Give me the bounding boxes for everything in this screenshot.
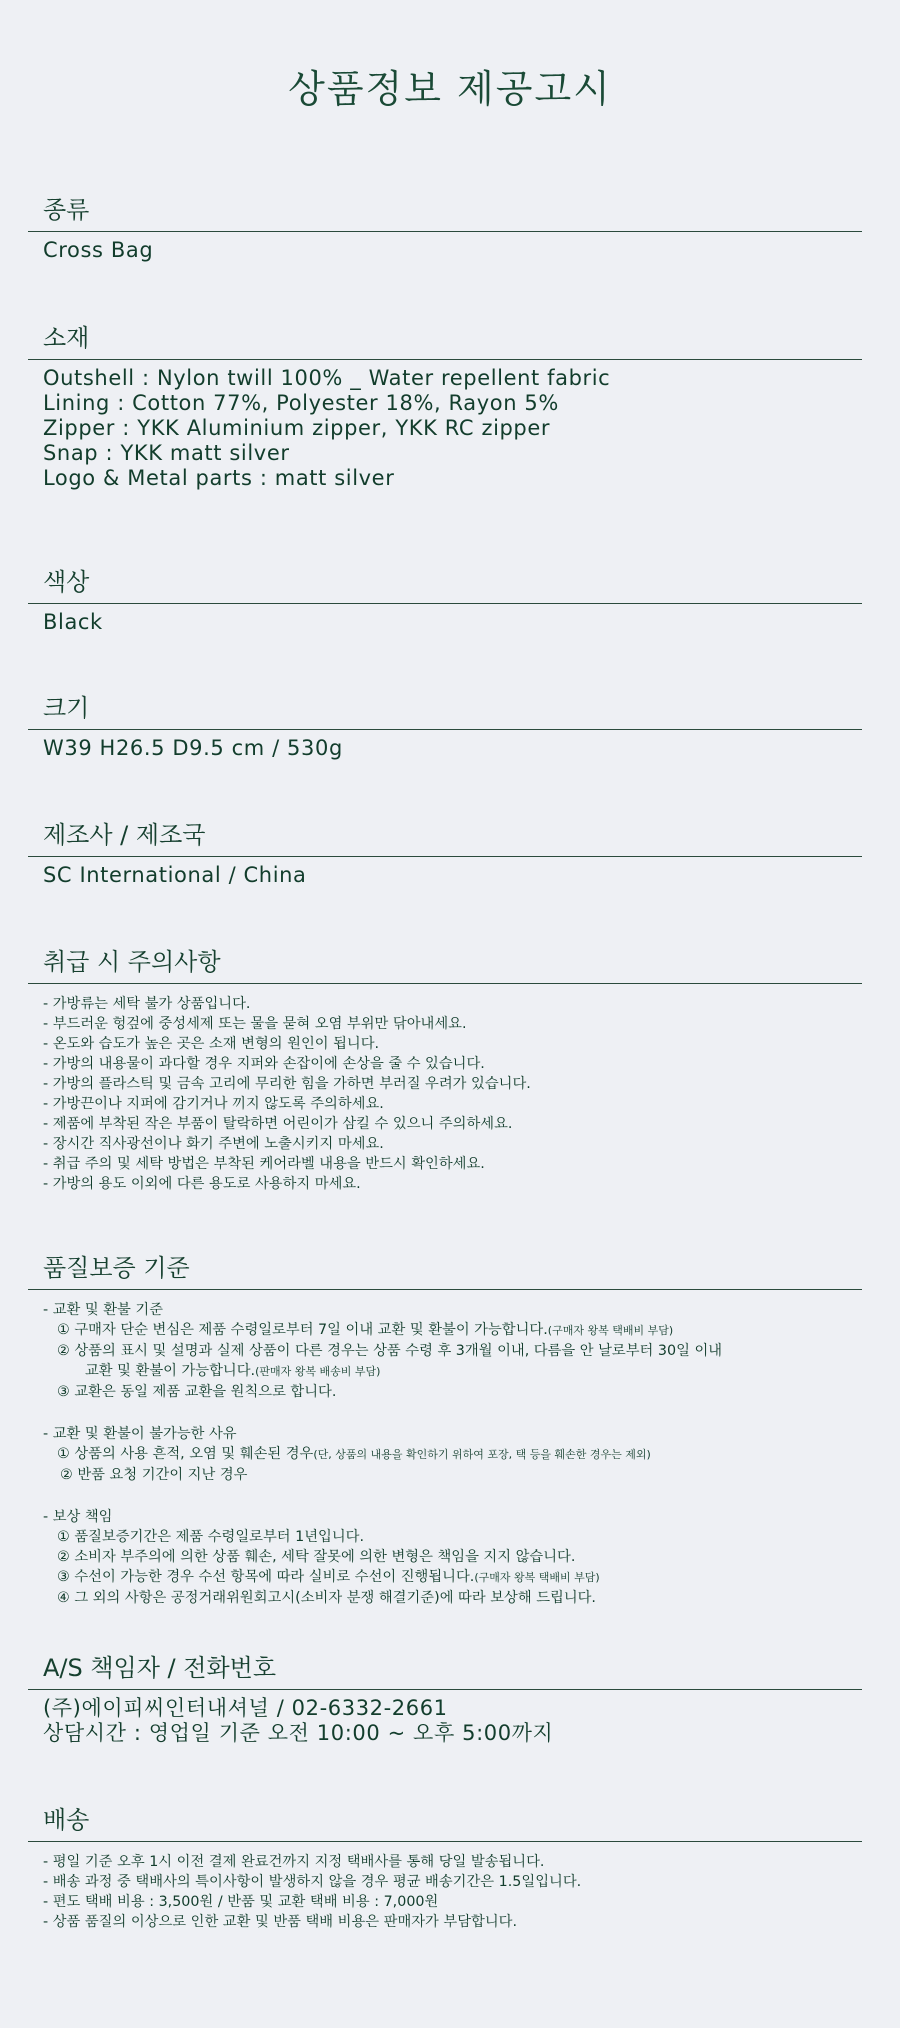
care-line: - 가방의 플라스틱 및 금속 고리에 무리한 힘을 가하면 부러질 우려가 있습니다. — [43, 1076, 531, 1092]
material-line: Lining : Cotton 77%, Polyester 18%, Rayon 5% — [43, 391, 559, 415]
compensation-title: - 보상 책임 — [43, 1509, 113, 1525]
exchange-item: ① 구매자 단순 변심은 제품 수령일로부터 7일 이내 교환 및 환불이 가능합니다.(구매자 왕복 택배비 부담) — [57, 1322, 674, 1338]
section-heading: 품질보증 기준 — [28, 1248, 862, 1290]
care-line: - 가방류는 세탁 불가 상품입니다. — [43, 996, 251, 1012]
shipping-line: - 평일 기준 오후 1시 이전 결제 완료건까지 지정 택배사를 통해 당일 발송됩니다. — [43, 1854, 545, 1870]
compensation-item: ③ 수선이 가능한 경우 수선 항목에 따라 실비로 수선이 진행됩니다.(구매자 왕복 택배비 부담) — [57, 1569, 600, 1585]
compensation-item: ④ 그 외의 사항은 공정거래위원회고시(소비자 분쟁 해결기준)에 따라 보상해 드립니다. — [57, 1590, 596, 1606]
note: (구매자 왕복 택배비 부담) — [474, 1571, 600, 1584]
care-line: - 부드러운 헝겊에 중성세제 또는 물을 묻혀 오염 부위만 닦아내세요. — [43, 1016, 467, 1032]
section-heading: A/S 책임자 / 전화번호 — [28, 1648, 862, 1690]
section-heading: 색상 — [28, 562, 862, 604]
note: (구매자 왕복 택배비 부담) — [547, 1324, 674, 1337]
care-line: - 취급 주의 및 세탁 방법은 부착된 케어라벨 내용을 반드시 확인하세요. — [43, 1156, 485, 1172]
care-line: - 가방끈이나 지퍼에 감기거나 끼지 않도록 주의하세요. — [43, 1096, 384, 1112]
section-heading: 종류 — [28, 190, 862, 232]
section-color — [28, 562, 862, 635]
material-line: Snap : YKK matt silver — [43, 441, 290, 465]
section-maker — [28, 815, 862, 888]
no-exchange-title: - 교환 및 환불이 불가능한 사유 — [43, 1426, 237, 1442]
exchange-item: ② 상품의 표시 및 설명과 실제 상품이 다른 경우는 상품 수령 후 3개월 이내, 다름을 안 날로부터 30일 이내 — [57, 1343, 723, 1359]
exchange-title: - 교환 및 환불 기준 — [43, 1302, 164, 1318]
compensation-item: ② 소비자 부주의에 의한 상품 훼손, 세탁 잘못에 의한 변형은 책임을 지지 않습니다. — [57, 1549, 576, 1565]
no-exchange-item: ① 상품의 사용 흔적, 오염 및 훼손된 경우(단, 상품의 내용을 확인하기 위하여 포장, 택 등을 훼손한 경우는 제외) — [57, 1446, 651, 1462]
section-shipping — [28, 1800, 862, 1932]
page-title: 상품정보 제공고시 — [288, 67, 612, 111]
exchange-item: ③ 교환은 동일 제품 교환을 원칙으로 합니다. — [57, 1384, 337, 1400]
size-value: W39 H26.5 D9.5 cm / 530g — [43, 736, 343, 760]
section-as — [28, 1648, 862, 1746]
care-line: - 가방의 내용물이 과다할 경우 지퍼와 손잡이에 손상을 줄 수 있습니다. — [43, 1056, 485, 1072]
note: (판매자 왕복 배송비 부담) — [255, 1365, 381, 1378]
section-heading: 배송 — [28, 1800, 862, 1842]
section-heading: 소재 — [28, 318, 862, 360]
shipping-line: - 편도 택배 비용 : 3,500원 / 반품 및 교환 택배 비용 : 7,000원 — [43, 1894, 439, 1910]
care-line: - 온도와 습도가 높은 곳은 소재 변형의 원인이 됩니다. — [43, 1036, 380, 1052]
section-quality — [28, 1248, 862, 1608]
care-line: - 장시간 직사광선이나 화기 주변에 노출시키지 마세요. — [43, 1136, 384, 1152]
compensation-item: ① 품질보증기간은 제품 수령일로부터 1년입니다. — [57, 1529, 365, 1545]
section-care — [28, 942, 862, 1194]
material-line: Logo & Metal parts : matt silver — [43, 466, 395, 490]
maker-value: SC International / China — [43, 863, 307, 887]
as-contact: (주)에이피씨인터내셔널 / 02-6332-2661 — [43, 1696, 448, 1720]
section-kind — [28, 190, 862, 263]
care-line: - 제품에 부착된 작은 부품이 탈락하면 어린이가 삼킬 수 있으니 주의하세요. — [43, 1116, 513, 1132]
shipping-line: - 배송 과정 중 택배사의 특이사항이 발생하지 않을 경우 평균 배송기간은 1.5일입니다. — [43, 1874, 582, 1890]
exchange-item-continued: 교환 및 환불이 가능합니다.(판매자 왕복 배송비 부담) — [85, 1363, 381, 1379]
note: (단, 상품의 내용을 확인하기 위하여 포장, 택 등을 훼손한 경우는 제외) — [313, 1448, 651, 1461]
material-line: Zipper : YKK Aluminium zipper, YKK RC zipper — [43, 416, 551, 440]
section-heading: 취급 시 주의사항 — [28, 942, 862, 984]
section-material — [28, 318, 862, 491]
care-line: - 가방의 용도 이외에 다른 용도로 사용하지 마세요. — [43, 1176, 361, 1192]
section-heading: 제조사 / 제조국 — [28, 815, 862, 857]
material-line: Outshell : Nylon twill 100% _ Water repellent fabric — [43, 366, 611, 390]
color-value: Black — [43, 610, 103, 634]
as-hours: 상담시간 : 영업일 기준 오전 10:00 ~ 오후 5:00까지 — [43, 1721, 554, 1745]
section-heading: 크기 — [28, 688, 862, 730]
section-size — [28, 688, 862, 761]
shipping-line: - 상품 품질의 이상으로 인한 교환 및 반품 택배 비용은 판매자가 부담합니다. — [43, 1914, 518, 1930]
kind-value: Cross Bag — [43, 238, 154, 262]
no-exchange-item: ② 반품 요청 기간이 지난 경우 — [60, 1467, 248, 1483]
